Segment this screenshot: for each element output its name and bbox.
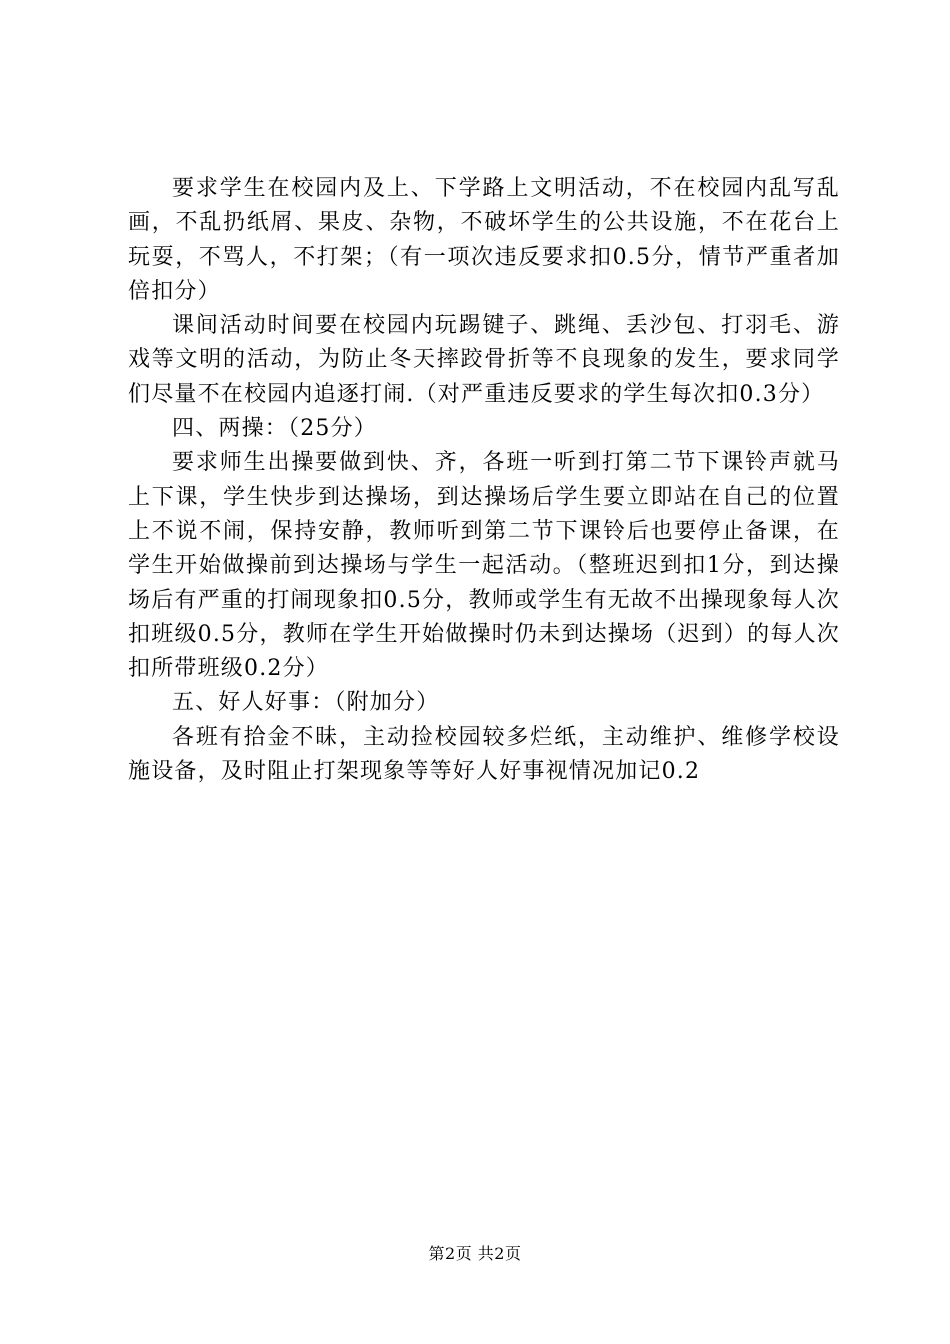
document-body [128,172,840,789]
section-heading-good-deeds: 五、好人好事：（附加分） [172,690,440,716]
page-footer: 第2页 共2页 [428,1244,522,1263]
section-heading-exercises: 四、两操：（25分） [172,416,377,442]
paragraph-exercise-rules: 要求师生出操要做到快、齐，各班一听到打第二节下课铃声就马上下课，学生快步到达操场，到达操场后学生要立即站在自己的位置上不说不闹，保持安静，教师听到第二节下课铃后也要停止备课，在学生开始做操前到达操场与学生一起活动。（整班迟到扣1分，到达操场后有严重的打闹现象扣0.5分，教师或学生有无故不出操现象每人次扣班级0.5分，教师在学生开始做操时仍未到达操场（迟到）的每人次扣所带班级0.2分） [128,450,840,682]
paragraph-conduct-rules: 要求学生在校园内及上、下学路上文明活动，不在校园内乱写乱画，不乱扔纸屑、果皮、杂物，不破坏学生的公共设施，不在花台上玩耍，不骂人，不打架；（有一项次违反要求扣0.5分，情节严重者加倍扣分） [128,176,840,304]
paragraph-good-deeds: 各班有拾金不昧，主动捡校园较多烂纸，主动维护、维修学校设施设备，及时阻止打架现象等等好人好事视情况加记0.2 [128,724,840,785]
paragraph-recess-activities: 课间活动时间要在校园内玩踢键子、跳绳、丢沙包、打羽毛、游戏等文明的活动，为防止冬天摔跤骨折等不良现象的发生，要求同学们尽量不在校园内追逐打闹.（对严重违反要求的学生每次扣0.3分） [128,313,840,407]
